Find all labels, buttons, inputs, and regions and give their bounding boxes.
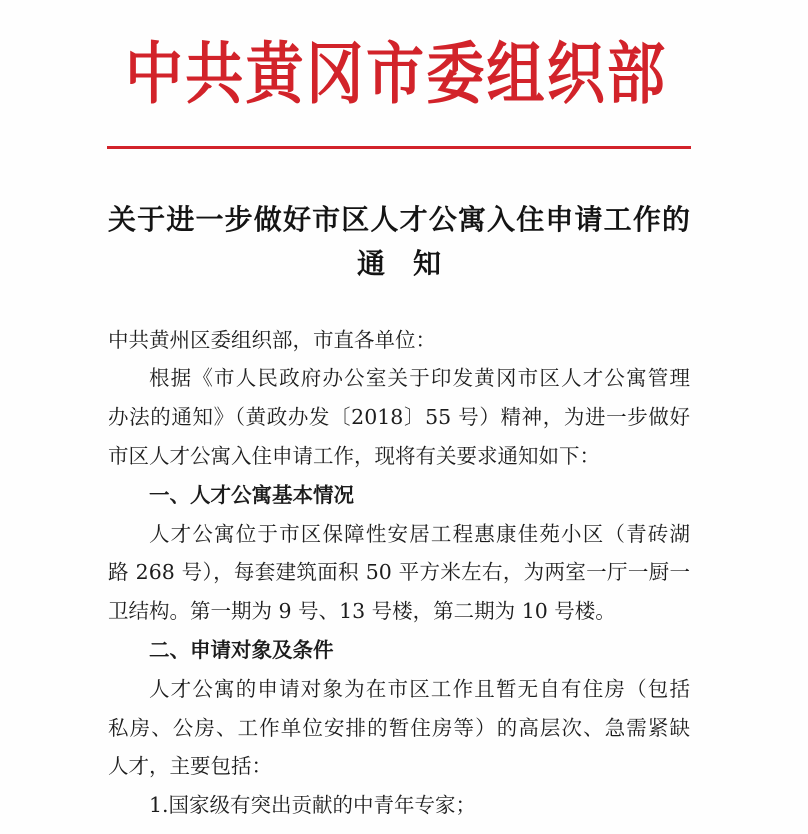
paragraph-1-line-3: 市区人才公寓入住申请工作，现将有关要求通知如下： — [108, 443, 600, 468]
paragraph-1-line-1: 根据《市人民政府办公室关于印发黄冈市区人才公寓管理 — [149, 366, 690, 391]
notice-title-line-1: 关于进一步做好市区人才公寓入住申请工作的 — [108, 203, 690, 236]
paragraph-3-line-1: 人才公寓的申请对象为在市区工作且暂无自有住房（包括 — [149, 676, 690, 701]
red-header-org-name: 中共黄冈市委组织部 — [125, 34, 665, 114]
notice-body — [108, 321, 690, 825]
list-item: 1.国家级有突出贡献的中青年专家； — [149, 793, 477, 818]
section-2-heading: 二、申请对象及条件 — [149, 637, 334, 662]
section-1-heading: 一、人才公寓基本情况 — [149, 482, 354, 507]
paragraph-2-line-3: 卫结构。第一期为 9 号、13 号楼，第二期为 10 号楼。 — [108, 599, 616, 624]
notice-title-line-2: 通 知 — [356, 247, 441, 280]
paragraph-3-line-2: 私房、公房、工作单位安排的暂住房等）的高层次、急需紧缺 — [108, 715, 690, 740]
paragraph-3-line-3: 人才，主要包括： — [108, 754, 272, 779]
red-divider-line — [107, 146, 691, 149]
paragraph-2-line-2: 路 268 号），每套建筑面积 50 平方米左右，为两室一厅一厨一 — [108, 560, 690, 585]
salutation: 中共黄州区委组织部，市直各单位： — [108, 327, 436, 352]
paragraph-2-line-1: 人才公寓位于市区保障性安居工程惠康佳苑小区（青砖湖 — [149, 521, 690, 546]
paragraph-1-line-2: 办法的通知》（黄政办发〔2018〕55 号）精神，为进一步做好 — [108, 405, 690, 430]
